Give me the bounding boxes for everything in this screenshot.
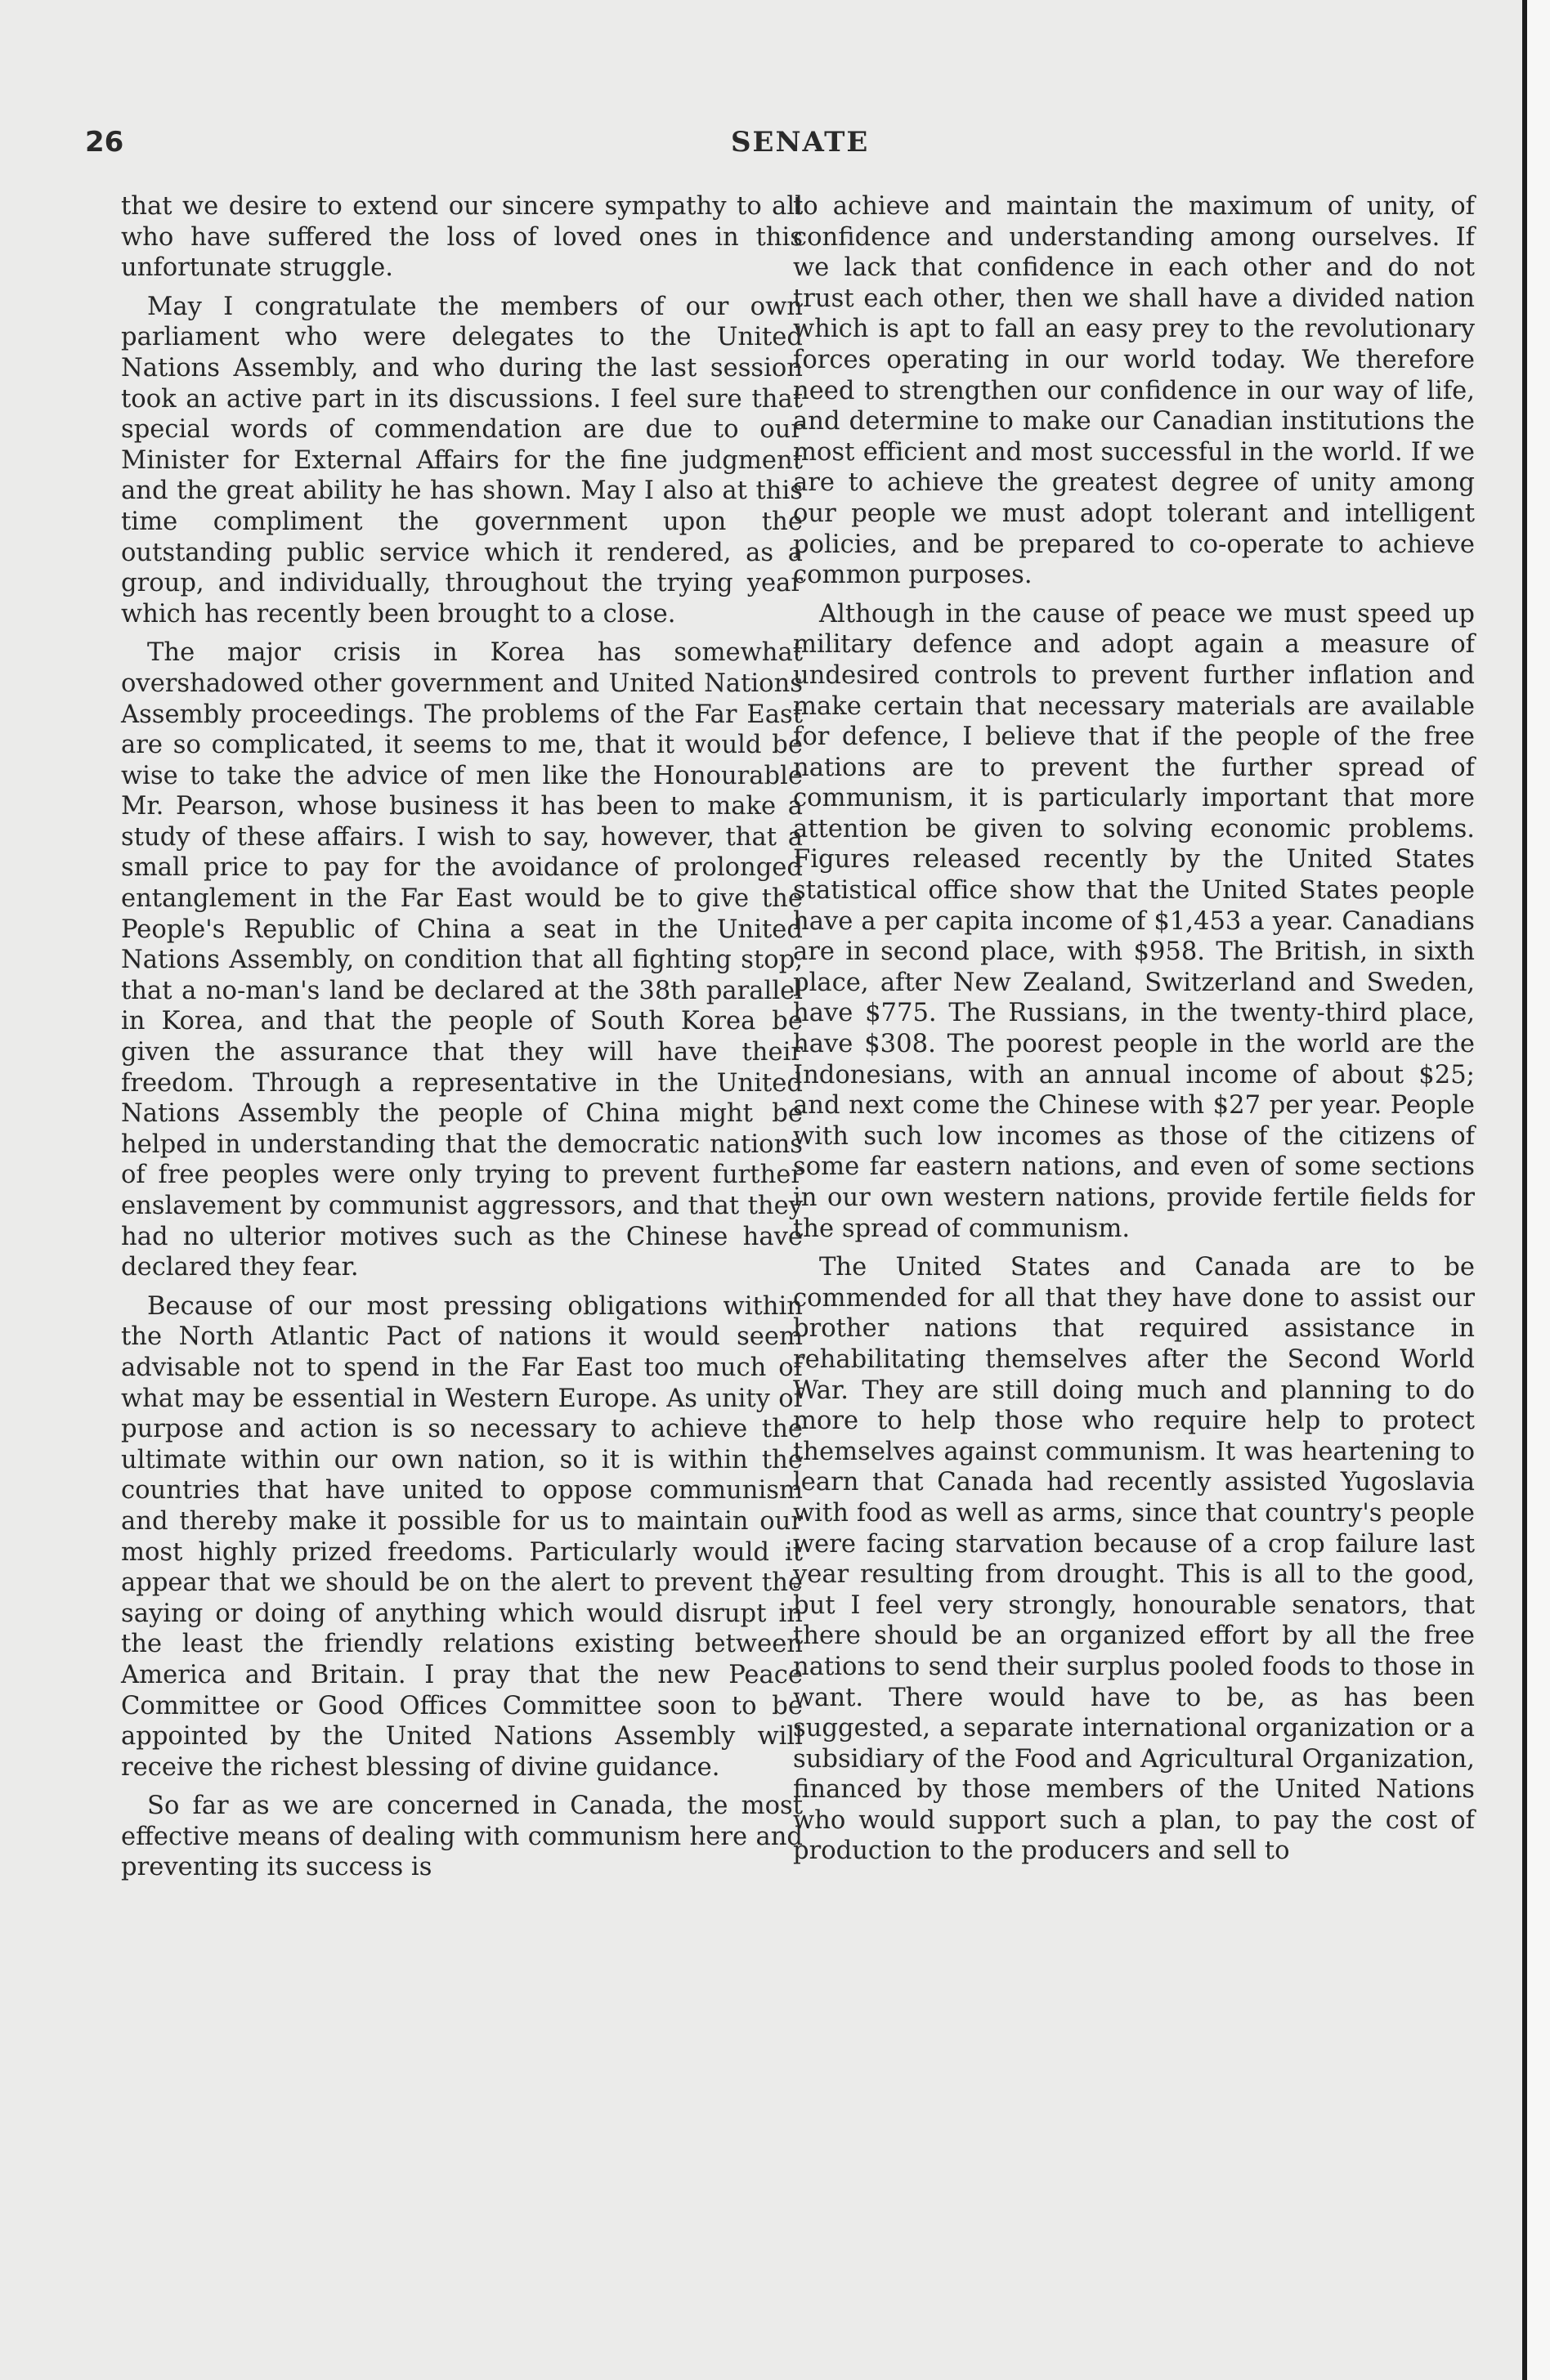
right-column [793,191,1475,1875]
paragraph: The United States and Canada are to be commended for all that they have done to assist our brother nations that required assistance in rehabilitating themselves after the Second World War. They are still doing much and planning to do more to help those who require help to protect themselves against communism. It was heartening to learn that Canada had recently assisted Yugoslavia with food as well as arms, since that country's people were facing starvation because of a crop failure last year resulting from drought. This is all to the good, but I feel very strongly, honourable senators, that there should be an organized effort by all the free nations to send their surplus pooled foods to those in want. There would have to be, as has been suggested, a separate international organization or a subsidiary of the Food and Agricultural Organization, financed by those members of the United Nations who would support such a plan, to pay the cost of production to the producers and sell to [793,1253,1475,1866]
running-head: SENATE [731,126,870,159]
paragraph: to achieve and maintain the maximum of unity, of confidence and understanding among ourselves. If we lack that confidence in each other and do not trust each other, then we shall have a divided nation which is apt to fall an easy prey to the revolutionary forces operating in our world today. We therefore need to strengthen our confidence in our way of life, and determine to make our Canadian institutions the most efficient and most successful in the world. If we are to achieve the greatest degree of unity among our people we must adopt tolerant and intelligent policies, and be prepared to co-operate to achieve common purposes. [793,192,1475,590]
left-column [121,191,803,1891]
page-header [85,119,1458,168]
paragraph: Although in the cause of peace we must speed up military defence and adopt again a measure of undesired controls to prevent further inflation and make certain that necessary materials are available for defence, I believe that if the people of the free nations are to prevent the further spread of communism, it is particularly important that more attention be given to solving economic problems. Figures released recently by the United States statistical office show that the United States people have a per capita income of $1,453 a year. Canadians are in second place, with $958. The British, in sixth place, after New Zealand, Switzerland and Sweden, have $775. The Russians, in the twenty-third place, have $308. The poorest people in the world are the Indonesians, with an annual income of about $25; and next come the Chinese with $27 per year. People with such low incomes as those of the citizens of some far eastern nations, and even of some sections in our own western nations, provide fertile fields for the spread of communism. [793,599,1475,1243]
scan-edge [1522,0,1550,2380]
page-number: 26 [85,126,124,159]
paragraph: Because of our most pressing obligations within the North Atlantic Pact of nations it would seem advisable not to spend in the Far East too much of what may be essential in Western Europe. As unity of purpose and action is so necessary to achieve the ultimate within our own nation, so it is within the countries that have united to oppose communism and thereby make it possible for us to maintain our most highly prized freedoms. Particularly would it appear that we should be on the alert to prevent the saying or doing of anything which would disrupt in the least the friendly relations existing between America and Britain. I pray that the new Peace Committee or Good Offices Committee soon to be appointed by the United Nations Assembly will receive the richest blessing of divine guidance. [121,1291,803,1782]
paragraph: May I congratulate the members of our own parliament who were delegates to the United Nations Assembly, and who during the last session took an active part in its discussions. I feel sure that special words of commendation are due to our Minister for External Affairs for the fine judgment and the great ability he has shown. May I also at this time compliment the government upon the outstanding public service which it rendered, as a group, and individually, throughout the trying year which has recently been brought to a close. [121,292,803,629]
paragraph: that we desire to extend our sincere sympathy to all who have suffered the loss of loved ones in this unfortunate struggle. [121,192,803,283]
paragraph: So far as we are concerned in Canada, the most effective means of dealing with communism here and preventing its success is [121,1792,803,1882]
paragraph: The major crisis in Korea has somewhat overshadowed other government and United Nations Assembly proceedings. The problems of the Far East are so complicated, it seems to me, that it would be wise to take the advice of men like the Honourable Mr. Pearson, whose business it has been to make a study of these affairs. I wish to say, however, that a small price to pay for the avoidance of prolonged entanglement in the Far East would be to give the People's Republic of China a seat in the United Nations Assembly, on condition that all fighting stop, that a no-man's land be declared at the 38th parallel in Korea, and that the people of South Korea be given the assurance that they will have their freedom. Through a representative in the United Nations Assembly the people of China might be helped in understanding that the democratic nations of free peoples were only trying to prevent further enslavement by communist aggressors, and that they had no ulterior motives such as the Chinese have declared they fear. [121,638,803,1282]
